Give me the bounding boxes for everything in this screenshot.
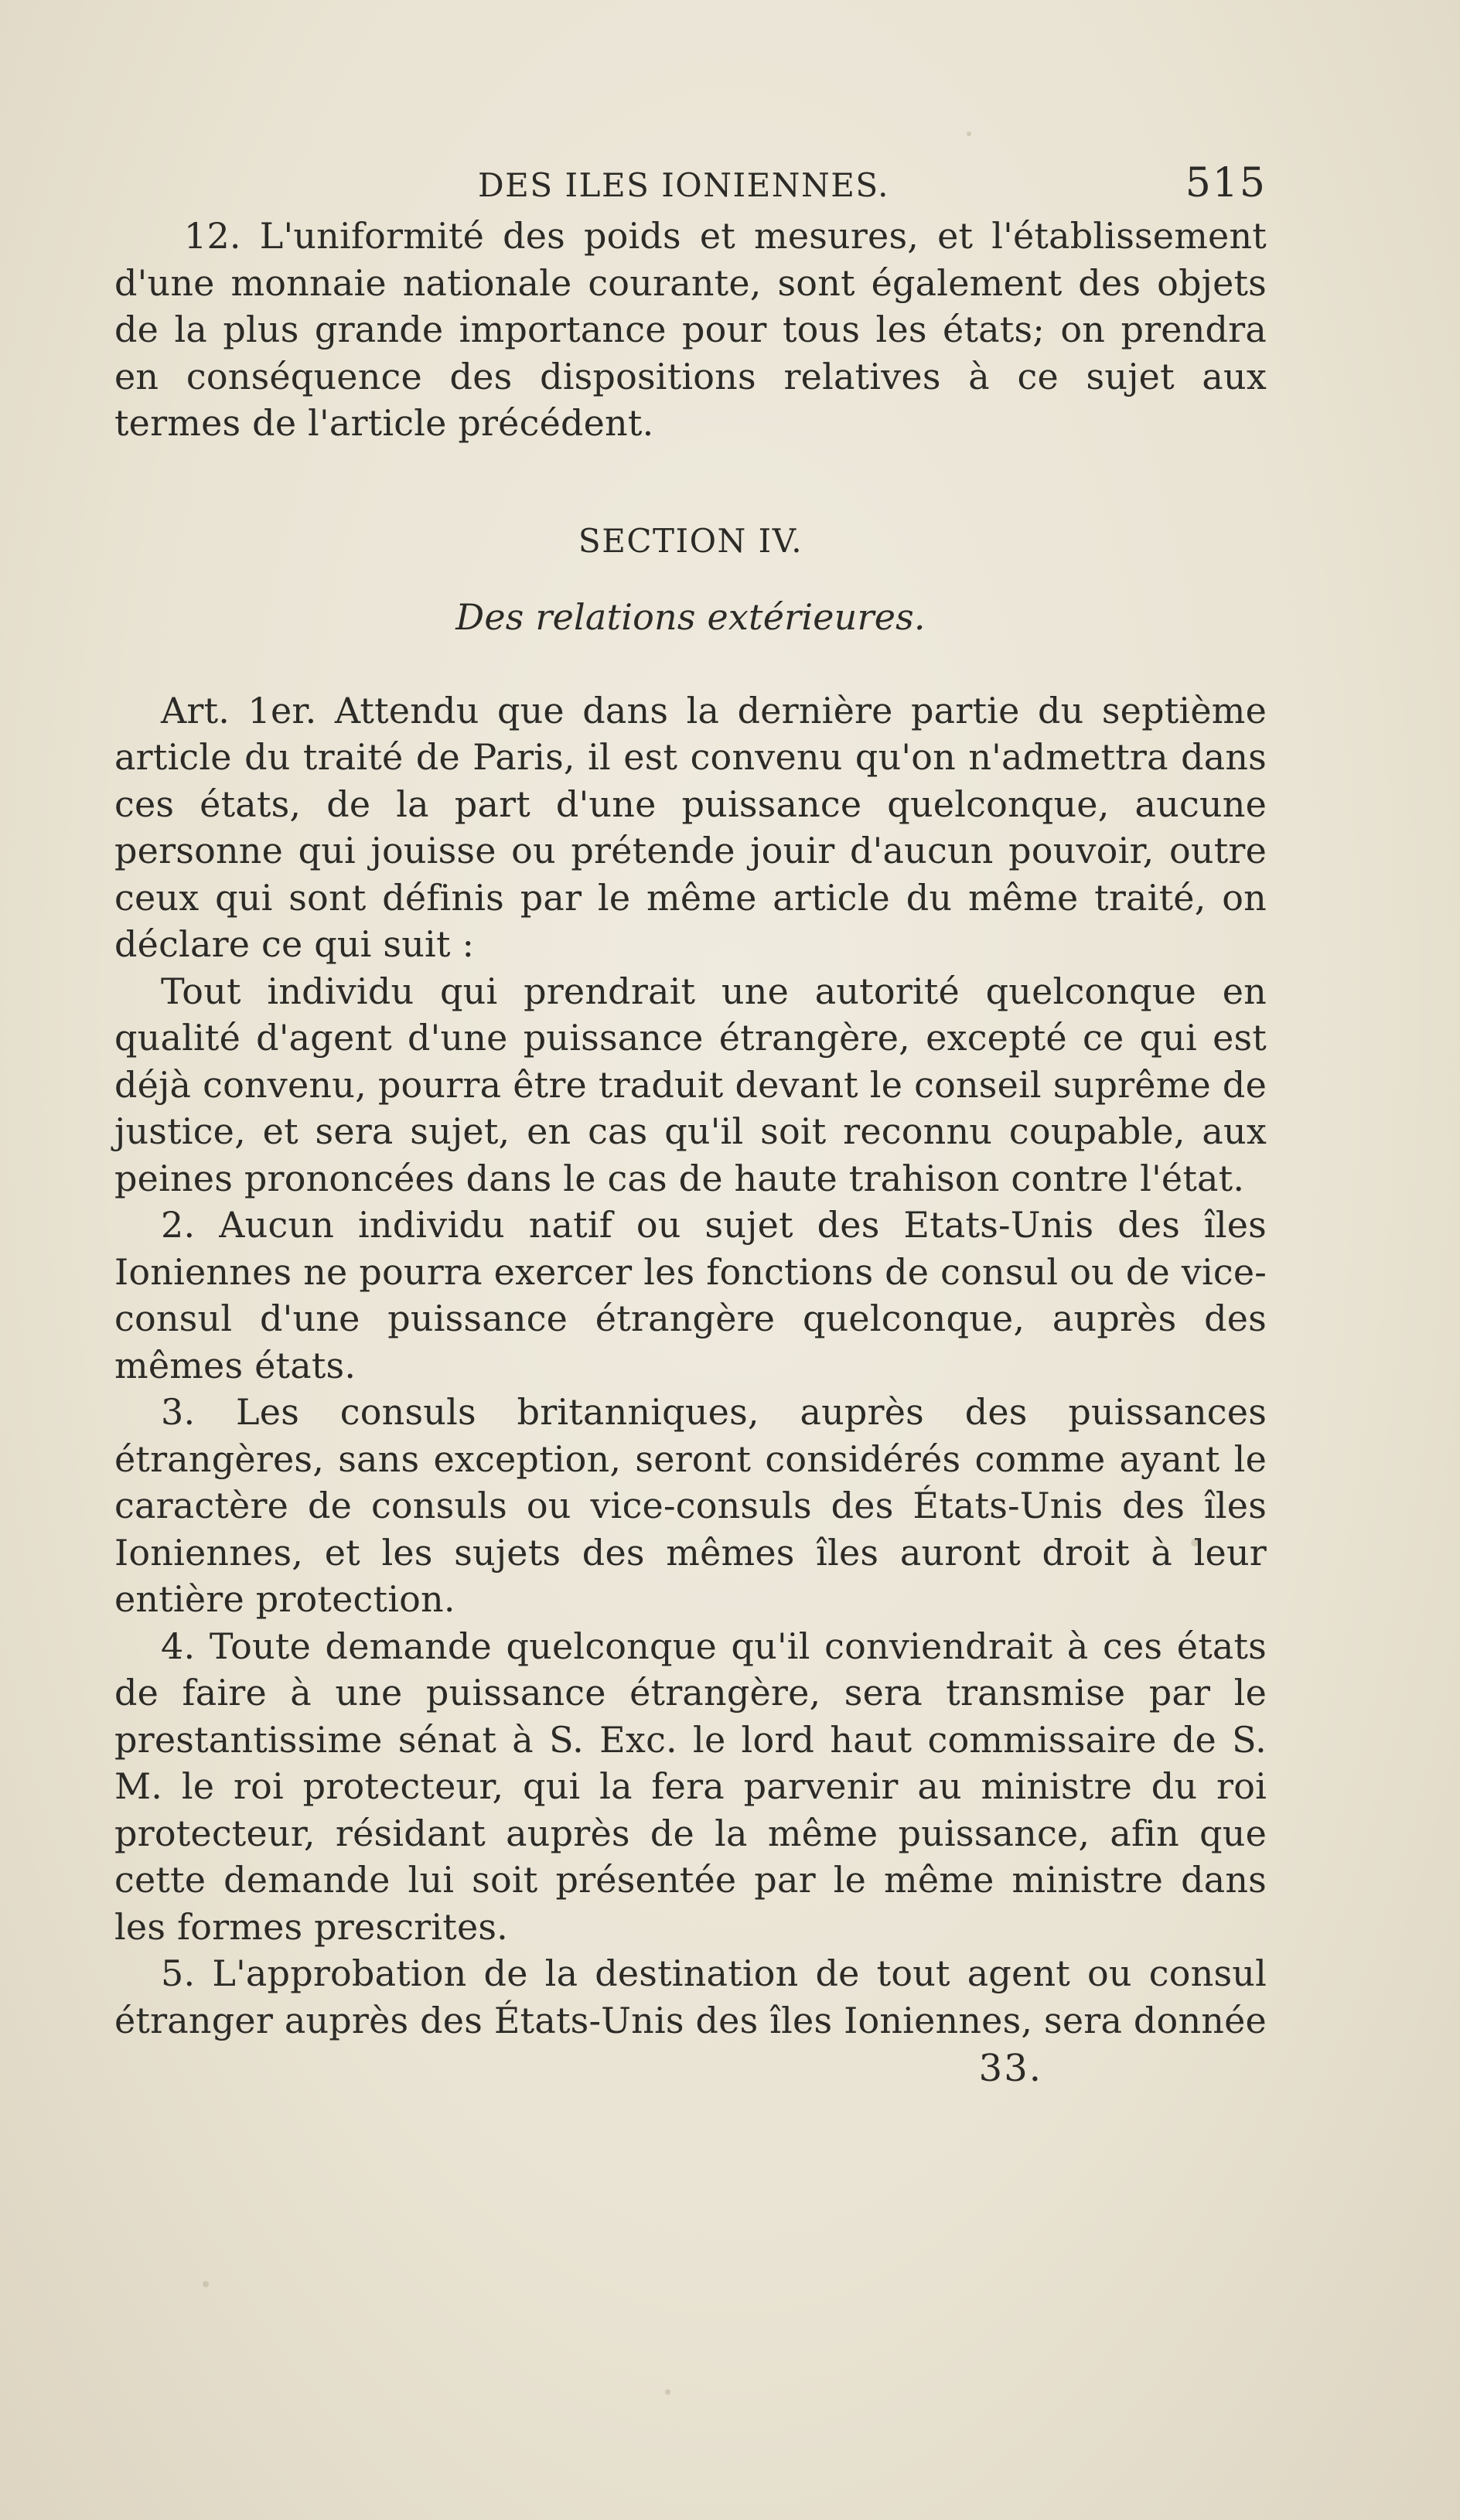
section-heading: SECTION IV. <box>578 521 803 560</box>
section-subtitle: Des relations extérieures. <box>455 596 926 638</box>
paragraph-article-5: 5. L'approbation de la destination de tout agent ou consul étranger auprès des États-Unis des îles Ioniennes, sera donnée <box>114 1952 1267 2041</box>
foxing-spot <box>665 2389 670 2395</box>
paragraph-article-1-cont: Tout individu qui prendrait une autorité quelconque en qualité d'agent d'une puissance étrangère, excepté ce qui est déjà convenu, pourra être traduit devant le conseil suprême de justice, et sera sujet, en cas qu'il soit reconnu coupable, aux peines prononcées dans le cas de haute trahison contre l'état. <box>114 970 1267 1199</box>
signature-mark: 33. <box>978 2047 1042 2090</box>
page-body <box>114 159 1267 2092</box>
paragraph-article-1: Art. 1er. Attendu que dans la dernière partie du septième article du traité de Paris, il est convenu qu'on n'admettra dans ces états, de la part d'une puissance quelconque, aucune personne qui jouisse ou prétende jouir d'aucun pouvoir, outre ceux qui sont définis par le même article du même traité, on déclare ce qui suit : <box>114 689 1267 965</box>
paragraph-article-12: 12. L'uniformité des poids et mesures, et l'établissement d'une monnaie nationale courante, sont également des objets de la plus grande importance pour tous les états; on prendra en conséquence des dispositions relatives à ce sujet aux termes de l'article précédent. <box>114 215 1267 444</box>
page-number: 515 <box>1185 160 1267 206</box>
running-title: DES ILES IONIENNES. <box>478 166 890 204</box>
foxing-spot <box>967 131 971 136</box>
paragraph-article-4: 4. Toute demande quelconque qu'il conviendrait à ces états de faire à une puissance étrangère, sera transmise par le prestantissime sénat à S. Exc. le lord haut commissaire de S. M. le roi protecteur, qui la fera parvenir au ministre du roi protecteur, résidant auprès de la même puissance, afin que cette demande lui soit présentée par le même ministre dans les formes prescrites. <box>114 1625 1267 1948</box>
foxing-spot <box>203 2281 209 2287</box>
paragraph-article-2: 2. Aucun individu natif ou sujet des Etats-Unis des îles Ioniennes ne pourra exercer les fonctions de consul ou de vice-consul d'une puissance étrangère quelconque, auprès des mêmes états. <box>114 1204 1267 1386</box>
paragraph-article-3: 3. Les consuls britanniques, auprès des puissances étrangères, sans exception, seront considérés comme ayant le caractère de consuls ou vice-consuls des États-Unis des îles Ioniennes, et les sujets des mêmes îles auront droit à leur entière protection. <box>114 1391 1267 1620</box>
